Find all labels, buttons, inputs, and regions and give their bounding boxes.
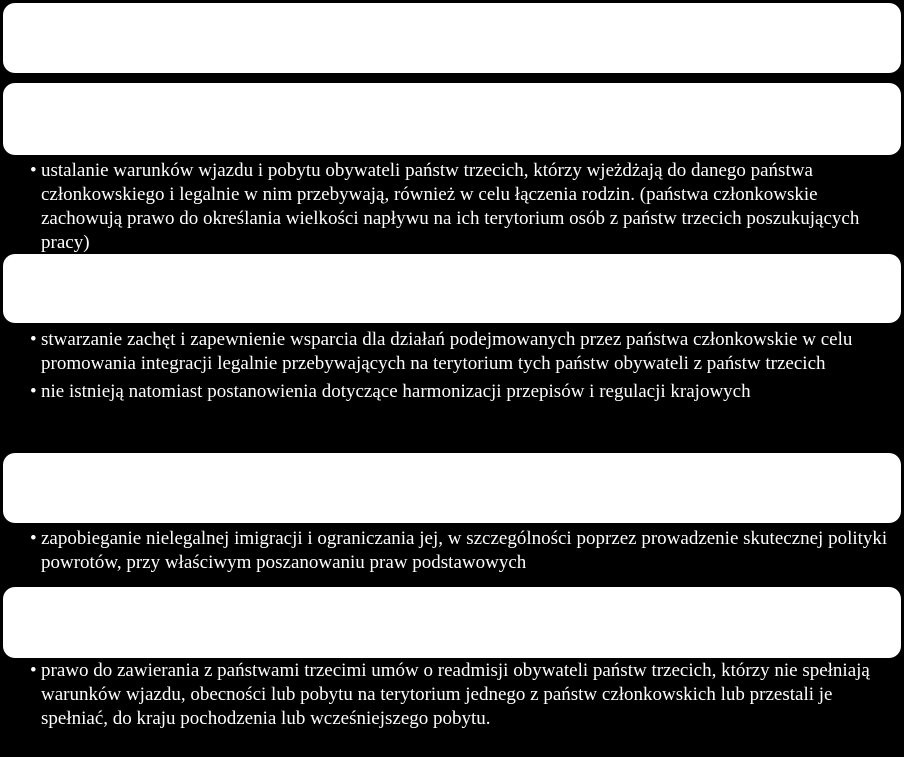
section-header-box-5 [3,587,901,658]
section-4-bullet-list [30,527,890,575]
section-3-bullet-list [30,328,890,404]
bullet-item: • nie istnieją natomiast postanowienia dotyczące harmonizacji przepisów i regulacji krajowych [30,380,890,404]
section-5-bullet-list [30,659,890,731]
section-2-bullet-list [30,159,890,255]
section-header-box-1 [3,3,901,73]
section-header-box-4 [3,453,901,523]
bullet-item: • prawo do zawierania z państwami trzecimi umów o readmisji obywateli państw trzecich, którzy nie spełniają warunków wjazdu, obecności lub pobytu na terytorium jednego z państw członkowskich lub przestali je spełniać, do kraju pochodzenia lub wcześniejszego pobytu. [30,659,890,731]
bullet-item: • ustalanie warunków wjazdu i pobytu obywateli państw trzecich, którzy wjeżdżają do danego państwa członkowskiego i legalnie w nim przebywają, również w celu łączenia rodzin. (państwa członkowskie zachowują prawo do określania wielkości napływu na ich terytorium osób z państw trzecich poszukujących pracy) [30,159,890,255]
section-header-box-2 [3,83,901,155]
bullet-item: • zapobieganie nielegalnej imigracji i ograniczania jej, w szczególności poprzez prowadzenie skutecznej polityki powrotów, przy właściwym poszanowaniu praw podstawowych [30,527,890,575]
section-header-box-3 [3,254,901,323]
bullet-item: • stwarzanie zachęt i zapewnienie wsparcia dla działań podejmowanych przez państwa członkowskie w celu promowania integracji legalnie przebywających na terytorium tych państw obywateli z państw trzecich [30,328,890,376]
